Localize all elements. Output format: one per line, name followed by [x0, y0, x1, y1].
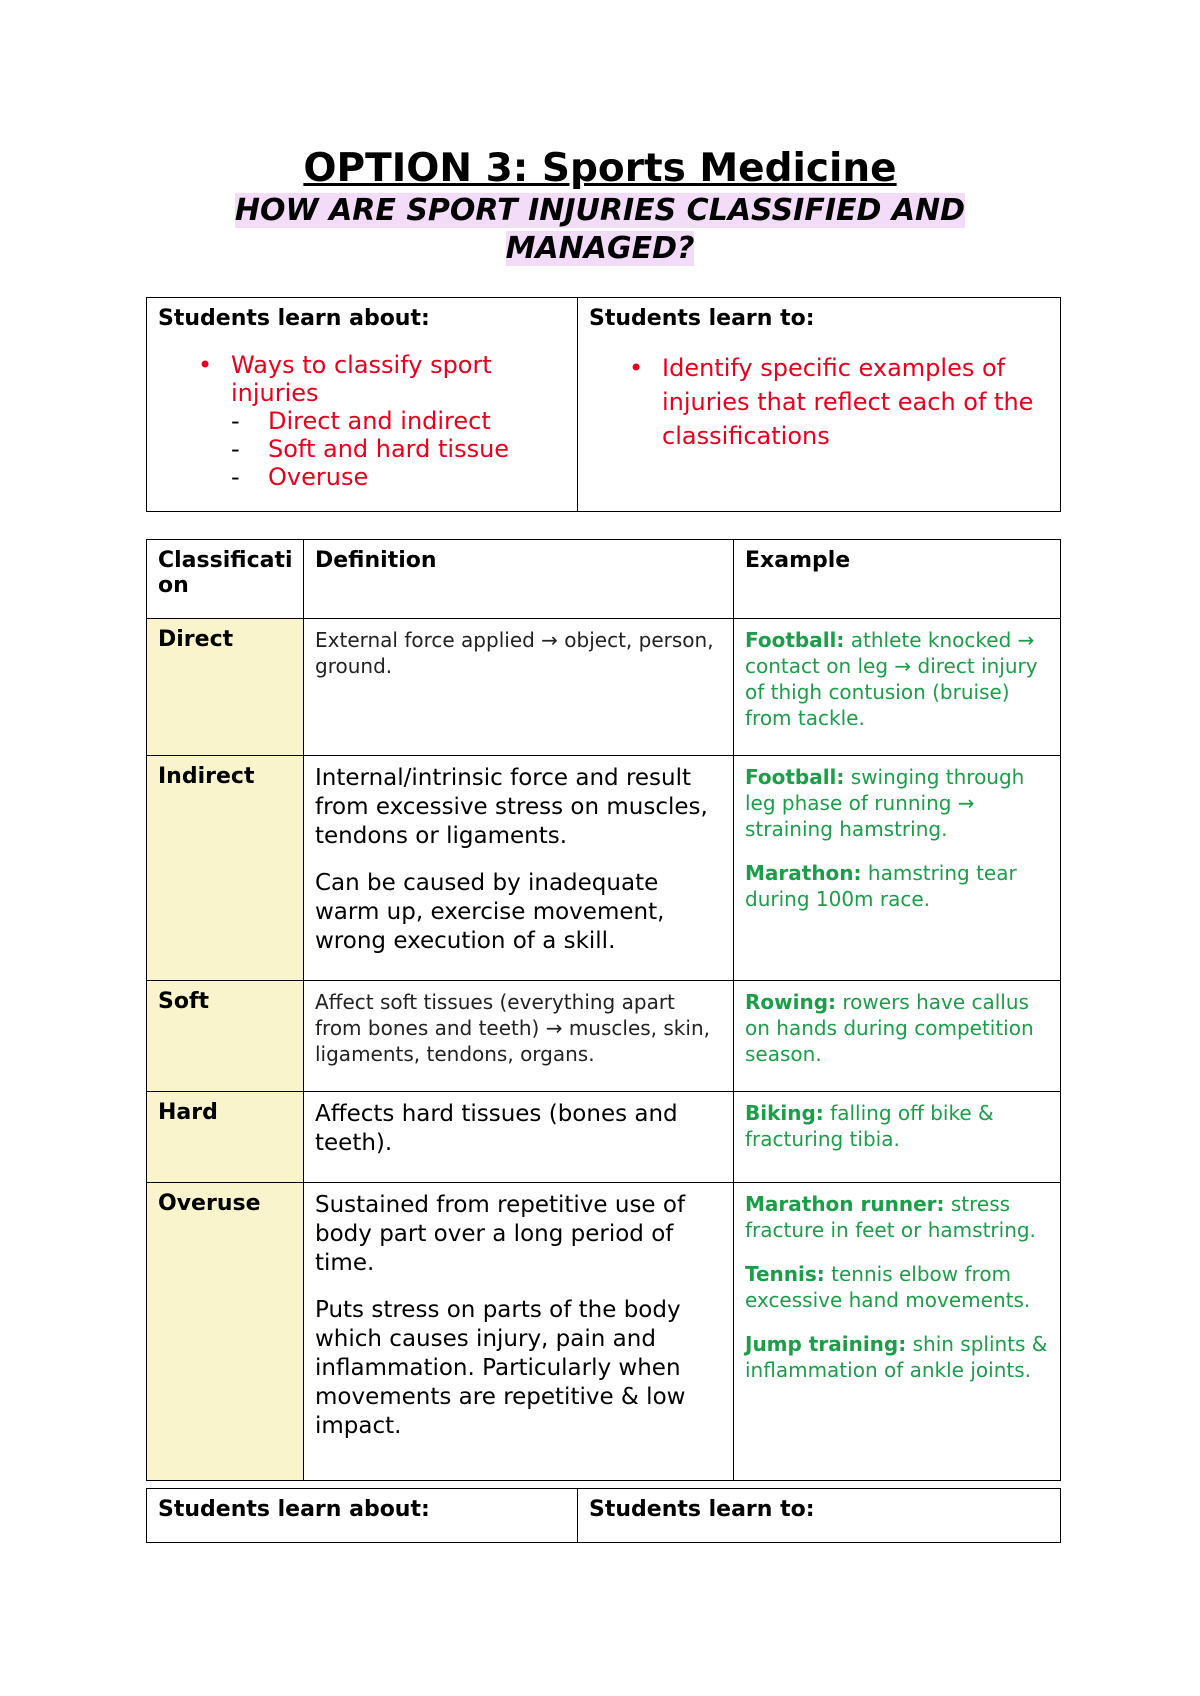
definition-cell [304, 756, 734, 981]
syllabus-table-2 [146, 1488, 1061, 1543]
definition-cell [304, 1092, 734, 1183]
definition-cell [304, 981, 734, 1092]
example-cell [734, 756, 1061, 981]
definition-text: External force applied → object, person, ground. [315, 628, 714, 678]
learn-about-bullet [158, 351, 567, 491]
table-row [147, 1092, 1061, 1183]
sub-item: - Overuse [231, 463, 567, 491]
learn-to-bullet: • Identify specific examples of injuries that reflect each of the classifications [589, 351, 1050, 453]
learn-to-list [589, 351, 1050, 453]
table-row [147, 1183, 1061, 1481]
example-text: tennis elbow from excessive hand movements. [745, 1262, 1031, 1312]
page-subtitle [190, 192, 1010, 268]
example-cell [734, 981, 1061, 1092]
example-text: hamstring tear during 100m race. [745, 861, 1017, 911]
table-row [147, 619, 1061, 756]
classification-cell: Direct [147, 619, 304, 756]
classification-rows [147, 619, 1061, 1481]
example-item [745, 1331, 1050, 1383]
definition-cell [304, 1183, 734, 1481]
definition-cell [304, 619, 734, 756]
page-title: OPTION 3: Sports Medicine [303, 146, 897, 191]
definition-text: Sustained from repetitive use of body part over a long period of time. [315, 1192, 686, 1276]
classification-cell: Soft [147, 981, 304, 1092]
example-item [745, 989, 1050, 1067]
example-cell [734, 1092, 1061, 1183]
learn-about-header-2: Students learn about: [147, 1489, 578, 1543]
example-sport: Biking: [745, 1101, 824, 1125]
definition-text: Internal/intrinsic force and result from excessive stress on muscles, tendons or ligaments. [315, 765, 708, 849]
example-text: athlete knocked → contact on leg → direct injury of thigh contusion (bruise) from tackle. [745, 628, 1038, 730]
learn-to-header: Students learn to: [589, 306, 815, 331]
example-item [745, 1191, 1050, 1243]
example-item [745, 1261, 1050, 1313]
header-definition: Definition [304, 540, 734, 619]
learn-about-subitems [231, 407, 567, 491]
example-sport: Marathon: [745, 861, 862, 885]
table-row [147, 756, 1061, 981]
definition-text: Affects hard tissues (bones and teeth). [315, 1101, 678, 1156]
example-sport: Rowing: [745, 990, 837, 1014]
table-row [147, 981, 1061, 1092]
subtitle-text: HOW ARE SPORT INJURIES CLASSIFIED AND MANAGED? [234, 193, 966, 266]
classification-cell: Hard [147, 1092, 304, 1183]
learn-about-cell [147, 298, 578, 512]
learn-to-cell [578, 298, 1061, 512]
sub-item: - Soft and hard tissue [231, 435, 567, 463]
sub-item: - Direct and indirect [231, 407, 567, 435]
example-sport: Jump training: [745, 1332, 907, 1356]
example-cell [734, 619, 1061, 756]
classification-cell: Indirect [147, 756, 304, 981]
example-sport: Football: [745, 628, 845, 652]
example-text: swinging through leg phase of running → straining hamstring. [745, 765, 1025, 841]
classification-table [146, 539, 1061, 1481]
example-text: shin splints & inflammation of ankle joints. [745, 1332, 1048, 1382]
example-item [745, 1100, 1050, 1152]
classification-cell: Overuse [147, 1183, 304, 1481]
learn-about-bullet-text: Ways to classify sport injuries [231, 351, 492, 407]
definition-text: Can be caused by inadequate warm up, exercise movement, wrong execution of a skill. [315, 870, 665, 954]
example-sport: Tennis: [745, 1262, 825, 1286]
example-item [745, 860, 1050, 912]
example-text: rowers have callus on hands during competition season. [745, 990, 1034, 1066]
header-example: Example [734, 540, 1061, 619]
learn-about-header: Students learn about: [158, 306, 430, 331]
definition-text: Affect soft tissues (everything apart from bones and teeth) → muscles, skin, ligaments, tendons, organs. [315, 990, 710, 1066]
learn-to-header-2: Students learn to: [578, 1489, 1061, 1543]
learn-about-list [158, 351, 567, 491]
example-item [745, 764, 1050, 842]
definition-text: Puts stress on parts of the body which causes injury, pain and inflammation. Particularly when movements are repetitive & low impact. [315, 1297, 686, 1439]
example-text: stress fracture in feet or hamstring. [745, 1192, 1036, 1242]
example-sport: Marathon runner: [745, 1192, 945, 1216]
example-cell [734, 1183, 1061, 1481]
syllabus-table-1 [146, 297, 1061, 512]
example-item [745, 627, 1050, 731]
example-text: falling off bike & fracturing tibia. [745, 1101, 994, 1151]
example-sport: Football: [745, 765, 845, 789]
header-classification: Classification [147, 540, 304, 619]
